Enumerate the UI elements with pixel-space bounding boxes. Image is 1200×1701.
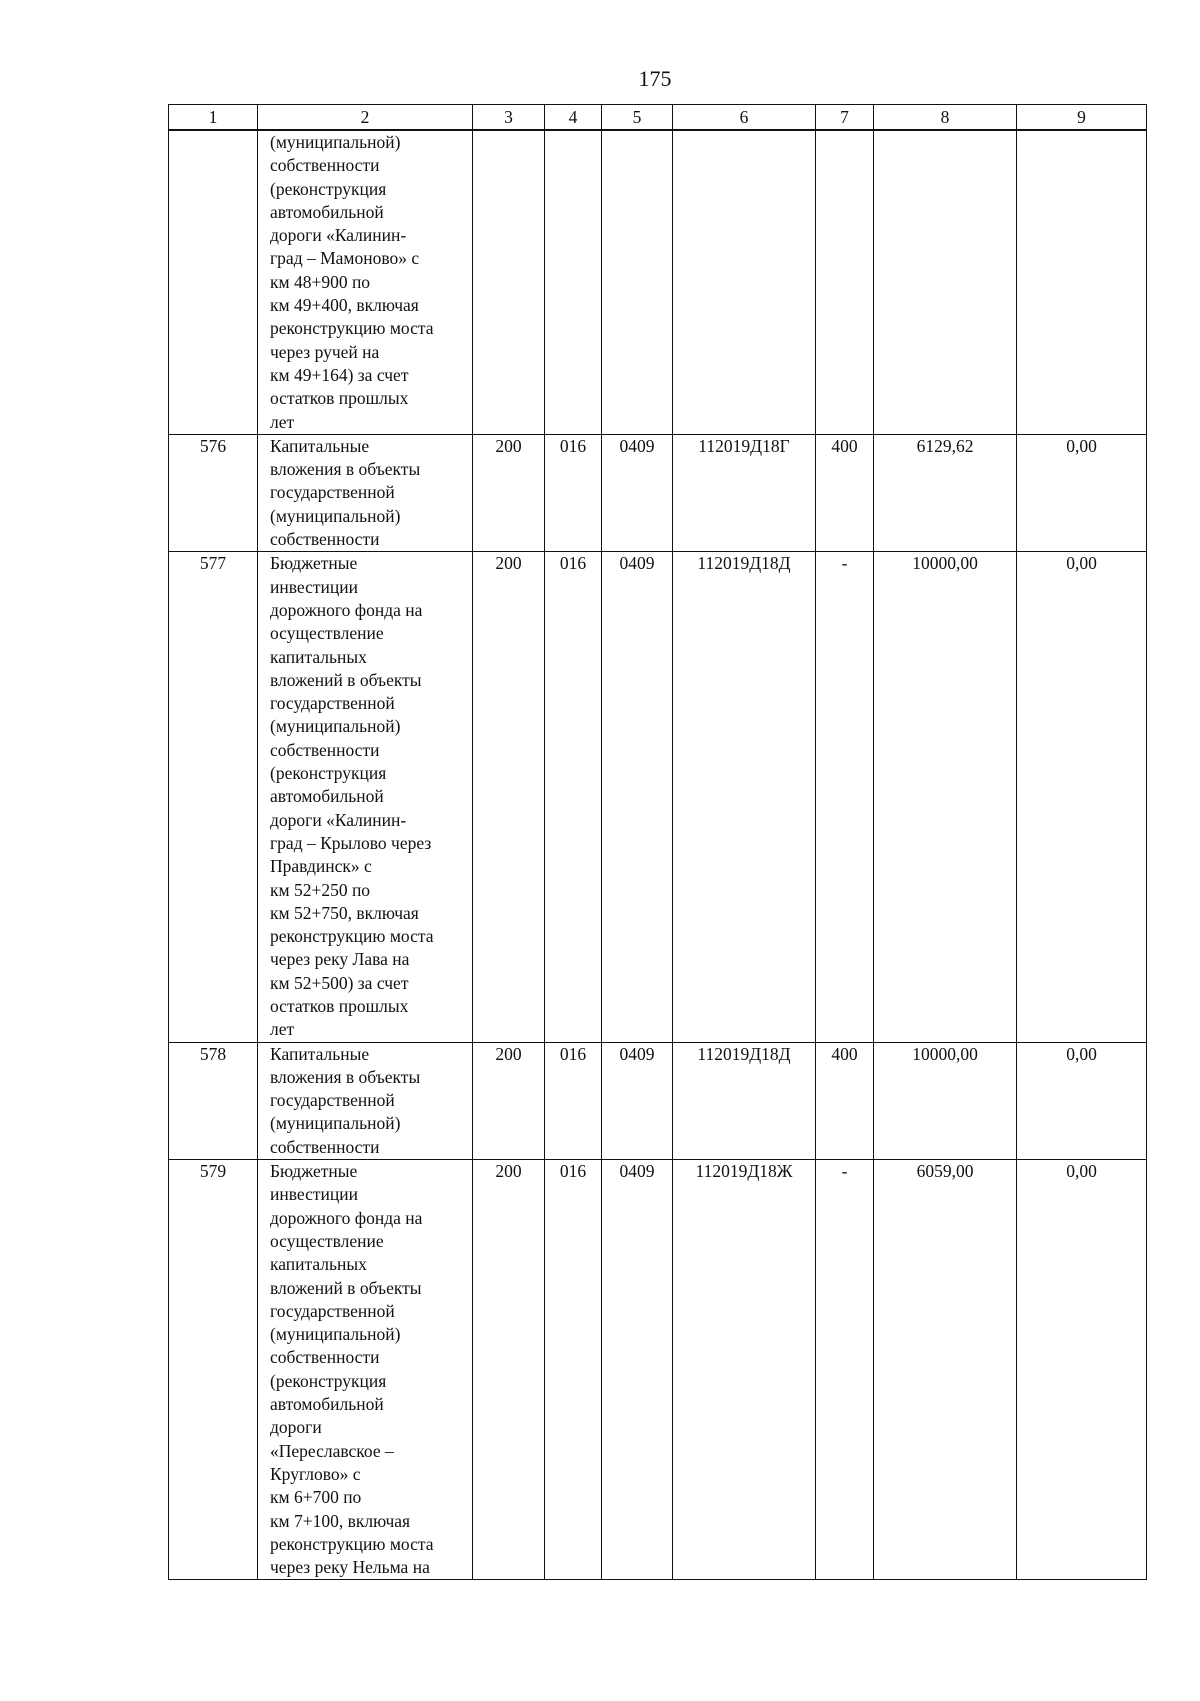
amount-cell: 0,00 (1017, 1042, 1147, 1159)
column-header: 5 (602, 105, 673, 131)
amount-cell: 0,00 (1017, 434, 1147, 551)
column-header: 4 (545, 105, 602, 131)
code-cell (473, 130, 545, 434)
table-row (169, 1160, 1147, 1580)
column-header: 9 (1017, 105, 1147, 131)
code-cell: 016 (545, 552, 602, 1042)
amount-cell: 10000,00 (874, 1042, 1017, 1159)
code-cell: 200 (473, 552, 545, 1042)
code-cell (816, 130, 874, 434)
table-row (169, 434, 1147, 551)
amount-cell: 6059,00 (874, 1160, 1017, 1580)
code-cell: 400 (816, 434, 874, 551)
row-name-cell: Бюджетные инвестиции дорожного фонда на осуществление капитальных вложений в объекты государственной (муниципальной) собственности (реконструкция автомобильной дороги «Переславское – Круглово» с км 6+700 по км 7+100, включая реконструкцию моста через реку Нельма на (258, 1160, 473, 1580)
row-number-cell: 579 (169, 1160, 258, 1580)
code-cell (545, 130, 602, 434)
column-header: 8 (874, 105, 1017, 131)
amount-cell: 0,00 (1017, 1160, 1147, 1580)
code-cell (602, 130, 673, 434)
amount-cell: 10000,00 (874, 552, 1017, 1042)
row-number-cell: 576 (169, 434, 258, 551)
amount-cell: 0,00 (1017, 552, 1147, 1042)
code-cell: 0409 (602, 1042, 673, 1159)
amount-cell (1017, 130, 1147, 434)
code-cell: 200 (473, 1042, 545, 1159)
budget-table (168, 104, 1147, 1580)
code-cell: 400 (816, 1042, 874, 1159)
code-cell: 200 (473, 434, 545, 551)
page-number: 175 (638, 66, 672, 91)
table-row (169, 552, 1147, 1042)
code-cell: 016 (545, 1042, 602, 1159)
code-cell: 200 (473, 1160, 545, 1580)
code-cell: 112019Д18Д (673, 1042, 816, 1159)
code-cell: 0409 (602, 1160, 673, 1580)
row-name-cell: Капитальные вложения в объекты государственной (муниципальной) собственности (258, 1042, 473, 1159)
code-cell: 112019Д18Г (673, 434, 816, 551)
table-row (169, 130, 1147, 434)
code-cell: 0409 (602, 434, 673, 551)
column-header: 6 (673, 105, 816, 131)
amount-cell (874, 130, 1017, 434)
column-header: 3 (473, 105, 545, 131)
column-header: 2 (258, 105, 473, 131)
row-name-cell: (муниципальной) собственности (реконструкция автомобильной дороги «Калинин- град – Мамоново» с км 48+900 по км 49+400, включая реконструкцию моста через ручей на км 49+164) за счет остатков прошлых лет (258, 130, 473, 434)
code-cell: - (816, 1160, 874, 1580)
code-cell: - (816, 552, 874, 1042)
column-header: 7 (816, 105, 874, 131)
code-cell: 112019Д18Ж (673, 1160, 816, 1580)
table-row (169, 1042, 1147, 1159)
column-header: 1 (169, 105, 258, 131)
amount-cell: 6129,62 (874, 434, 1017, 551)
code-cell: 016 (545, 1160, 602, 1580)
header-row (169, 105, 1147, 131)
row-number-cell: 577 (169, 552, 258, 1042)
code-cell: 016 (545, 434, 602, 551)
code-cell: 0409 (602, 552, 673, 1042)
row-name-cell: Капитальные вложения в объекты государственной (муниципальной) собственности (258, 434, 473, 551)
row-name-cell: Бюджетные инвестиции дорожного фонда на осуществление капитальных вложений в объекты государственной (муниципальной) собственности (реконструкция автомобильной дороги «Калинин- град – Крылово через Правдинск» с км 52+250 по км 52+750, включая реконструкцию моста через реку Лава на км 52+500) за счет остатков прошлых лет (258, 552, 473, 1042)
code-cell (673, 130, 816, 434)
row-number-cell (169, 130, 258, 434)
code-cell: 112019Д18Д (673, 552, 816, 1042)
row-number-cell: 578 (169, 1042, 258, 1159)
